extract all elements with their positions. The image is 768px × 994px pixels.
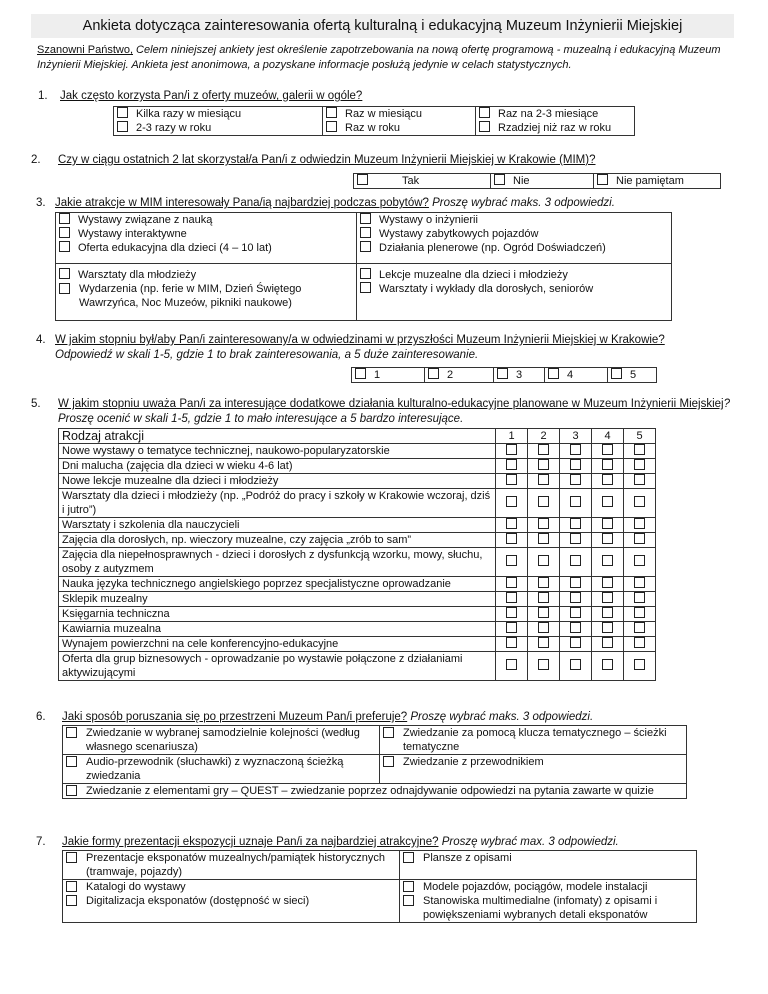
q1-number: 1. (38, 90, 48, 102)
checkbox[interactable] (602, 459, 613, 470)
q5-rating-cell[interactable] (624, 607, 656, 622)
checkbox[interactable] (494, 174, 505, 185)
q5-rating-cell[interactable] (528, 577, 560, 592)
q5-rating-cell[interactable] (624, 637, 656, 652)
checkbox[interactable] (602, 607, 613, 618)
q5-row-label: Sklepik muzealny (59, 592, 496, 607)
q5-rating-cell[interactable] (592, 637, 624, 652)
q5-scale-label: 5 (624, 429, 656, 444)
q2-text: Czy w ciągu ostatnich 2 lat skorzystał/a Pan/i z odwiedzin Muzeum Inżynierii Miejskiej w Krakowie (MIM)? (58, 154, 596, 166)
checkbox[interactable] (506, 637, 517, 648)
q5-rating-cell[interactable] (560, 607, 592, 622)
q3-question (55, 196, 615, 211)
q5-rating-cell[interactable] (592, 622, 624, 637)
q5-rating-cell[interactable] (560, 444, 592, 459)
q5-row (59, 577, 656, 592)
checkbox[interactable] (570, 577, 581, 588)
q1-option[interactable]: Kilka razy w miesiącu (117, 107, 319, 121)
q4-question (55, 333, 665, 348)
checkbox[interactable] (634, 444, 645, 455)
q5-rating-cell[interactable] (592, 518, 624, 533)
q5-rating-cell[interactable] (528, 622, 560, 637)
q1-text: Jak często korzysta Pan/i z oferty muzeów, galerii w ogóle? (60, 90, 363, 102)
q2-option[interactable]: Nie pamiętam (597, 174, 717, 188)
checkbox[interactable] (570, 496, 581, 507)
checkbox[interactable] (506, 622, 517, 633)
q5-rating-cell[interactable] (560, 622, 592, 637)
checkbox[interactable] (403, 895, 414, 906)
q7-option[interactable]: Digitalizacja eksponatów (dostępność w sieci) (66, 894, 396, 908)
checkbox[interactable] (538, 533, 549, 544)
q5-rating-cell[interactable] (528, 637, 560, 652)
checkbox[interactable] (506, 555, 517, 566)
q5-rating-cell[interactable] (624, 444, 656, 459)
q3-option[interactable]: Lekcje muzealne dla dzieci i młodzieży (360, 268, 668, 282)
q3-option[interactable]: Warsztaty i wykłady dla dorosłych, seniorów (360, 282, 668, 296)
q5-rating-cell[interactable] (592, 548, 624, 577)
checkbox[interactable] (383, 727, 394, 738)
q5-rating-cell[interactable] (496, 622, 528, 637)
q5-rating-cell[interactable] (560, 548, 592, 577)
checkbox[interactable] (602, 622, 613, 633)
q6-question (62, 710, 593, 725)
checkbox[interactable] (506, 496, 517, 507)
q5-row-label: Zajęcia dla dorosłych, np. wieczory muzealne, czy zajęcia „zrób to sam” (59, 533, 496, 548)
checkbox[interactable] (326, 107, 337, 118)
checkbox[interactable] (360, 241, 371, 252)
q6-number: 6. (36, 711, 46, 723)
q7-option[interactable]: Plansze z opisami (403, 851, 693, 865)
q5-rating-cell[interactable] (560, 637, 592, 652)
q7-option[interactable]: Prezentacje eksponatów muzealnych/pamiątek historycznych (tramwaje, pojazdy) (66, 851, 396, 879)
checkbox[interactable] (66, 756, 77, 767)
checkbox[interactable] (602, 577, 613, 588)
q3-text: Jakie atrakcje w MIM interesowały Pana/ią najbardziej podczas pobytów? (55, 197, 429, 209)
q4-scale (351, 367, 657, 383)
checkbox[interactable] (597, 174, 608, 185)
q6-options (62, 725, 687, 799)
q7-options (62, 850, 697, 923)
q5-row-label: Nowe lekcje muzealne dla dzieci i młodzieży (59, 474, 496, 489)
q5-row-label: Warsztaty dla dzieci i młodzieży (np. „Podróż do pracy i szkoły w Krakowie wczoraj, dziś i jutro”) (59, 489, 496, 518)
checkbox[interactable] (570, 518, 581, 529)
q5-scale-label: 2 (528, 429, 560, 444)
q4-scale-option[interactable]: 2 (428, 368, 490, 382)
q5-row (59, 622, 656, 637)
checkbox[interactable] (538, 459, 549, 470)
q5-rating-cell[interactable] (592, 444, 624, 459)
checkbox[interactable] (602, 518, 613, 529)
q5-rating-cell[interactable] (528, 518, 560, 533)
q5-rating-cell[interactable] (560, 652, 592, 681)
checkbox[interactable] (634, 518, 645, 529)
q4-hint: Odpowiedź w skali 1-5, gdzie 1 to brak zainteresowania, a 5 duże zainteresowanie. (55, 349, 479, 361)
checkbox[interactable] (66, 727, 77, 738)
checkbox[interactable] (548, 368, 559, 379)
checkbox[interactable] (360, 268, 371, 279)
q5-rating-cell[interactable] (496, 518, 528, 533)
q6-option[interactable]: Zwiedzanie z elementami gry – QUEST – zwiedzanie poprzez odnajdywanie odpowiedzi na pytania zawarte w quizie (66, 784, 683, 798)
q5-row-label: Warsztaty i szkolenia dla nauczycieli (59, 518, 496, 533)
q5-rating-cell[interactable] (496, 459, 528, 474)
q7-option[interactable]: Stanowiska multimedialne (infomaty) z opisami i powiększeniami wybranych detali eksponatów (403, 894, 693, 922)
q3-option[interactable]: Wystawy związane z nauką (59, 213, 353, 227)
checkbox[interactable] (360, 227, 371, 238)
checkbox[interactable] (506, 659, 517, 670)
q5-row (59, 444, 656, 459)
q5-row (59, 533, 656, 548)
q5-row-label: Oferta dla grup biznesowych - oprowadzanie po wystawie połączone z działaniami aktywizującymi (59, 652, 496, 681)
q5-rating-cell[interactable] (496, 444, 528, 459)
q5-rating-cell[interactable] (496, 637, 528, 652)
q5-rating-cell[interactable] (560, 474, 592, 489)
checkbox[interactable] (403, 881, 414, 892)
checkbox[interactable] (59, 268, 70, 279)
checkbox[interactable] (357, 174, 368, 185)
q5-header-label: Rodzaj atrakcji (59, 429, 496, 444)
checkbox[interactable] (479, 107, 490, 118)
checkbox[interactable] (117, 107, 128, 118)
q6-option[interactable]: Audio-przewodnik (słuchawki) z wyznaczoną ścieżką zwiedzania (66, 755, 376, 783)
q5-rating-cell[interactable] (624, 518, 656, 533)
q5-text: W jakim stopniu uważa Pan/i za interesujące dodatkowe działania kulturalno-edukacyjne planowane w Muzeum Inżynierii Miejskiej (58, 398, 724, 410)
q7-option[interactable]: Modele pojazdów, pociągów, modele instalacji (403, 880, 693, 894)
q2-question (58, 153, 596, 168)
q5-rating-cell[interactable] (496, 592, 528, 607)
checkbox[interactable] (570, 592, 581, 603)
checkbox[interactable] (634, 659, 645, 670)
checkbox[interactable] (59, 213, 70, 224)
q5-row (59, 474, 656, 489)
checkbox[interactable] (634, 555, 645, 566)
q3-options (55, 212, 672, 321)
q4-scale-option[interactable]: 3 (497, 368, 541, 382)
q5-rating-cell[interactable] (528, 607, 560, 622)
q5-rating-cell[interactable] (592, 607, 624, 622)
q5-rating-cell[interactable] (592, 533, 624, 548)
q5-number: 5. (31, 398, 41, 410)
q5-rating-cell[interactable] (528, 592, 560, 607)
q5-rating-cell[interactable] (528, 652, 560, 681)
checkbox[interactable] (634, 474, 645, 485)
checkbox[interactable] (602, 555, 613, 566)
q7-question (62, 835, 619, 850)
q3-option[interactable]: Wydarzenia (np. ferie w MIM, Dzień Świętego Wawrzyńca, Noc Muzeów, pikniki naukowe) (59, 282, 353, 310)
checkbox[interactable] (538, 555, 549, 566)
checkbox[interactable] (538, 637, 549, 648)
q5-rating-cell[interactable] (496, 533, 528, 548)
checkbox[interactable] (570, 555, 581, 566)
q5-rating-cell[interactable] (624, 533, 656, 548)
q5-row-label: Nauka języka technicznego angielskiego poprzez specjalistyczne oprowadzanie (59, 577, 496, 592)
q5-rating-cell[interactable] (528, 489, 560, 518)
q5-rating-cell[interactable] (496, 548, 528, 577)
checkbox[interactable] (506, 592, 517, 603)
q5-row (59, 489, 656, 518)
q3-option[interactable]: Wystawy o inżynierii (360, 213, 668, 227)
checkbox[interactable] (538, 518, 549, 529)
q1-option[interactable]: Rzadziej niż raz w roku (479, 121, 631, 135)
q5-row (59, 518, 656, 533)
q5-rating-cell[interactable] (624, 652, 656, 681)
q3-option[interactable]: Warsztaty dla młodzieży (59, 268, 353, 282)
q5-header-row (59, 429, 656, 444)
checkbox[interactable] (602, 637, 613, 648)
q5-rating-cell[interactable] (624, 474, 656, 489)
checkbox[interactable] (506, 444, 517, 455)
checkbox[interactable] (602, 444, 613, 455)
q5-row-label: Księgarnia techniczna (59, 607, 496, 622)
checkbox[interactable] (634, 577, 645, 588)
q7-hint: Proszę wybrać max. 3 odpowiedzi. (438, 836, 619, 848)
checkbox[interactable] (506, 474, 517, 485)
q5-rating-cell[interactable] (624, 577, 656, 592)
checkbox[interactable] (59, 227, 70, 238)
q5-row-label: Zajęcia dla niepełnosprawnych - dzieci i dorosłych z dysfunkcją wzorku, mowy, słuchu, osoby z autyzmem (59, 548, 496, 577)
q5-scale-label: 3 (560, 429, 592, 444)
q5-rating-cell[interactable] (496, 474, 528, 489)
checkbox[interactable] (497, 368, 508, 379)
q7-option[interactable]: Katalogi do wystawy (66, 880, 396, 894)
q3-option[interactable]: Działania plenerowe (np. Ogród Doświadczeń) (360, 241, 668, 255)
checkbox[interactable] (538, 474, 549, 485)
checkbox[interactable] (479, 121, 490, 132)
checkbox[interactable] (59, 283, 70, 294)
checkbox[interactable] (602, 533, 613, 544)
q5-rating-cell[interactable] (560, 459, 592, 474)
checkbox[interactable] (66, 785, 77, 796)
q5-rating-cell[interactable] (592, 577, 624, 592)
intro-lead: Szanowni Państwo, (37, 44, 133, 56)
checkbox[interactable] (634, 459, 645, 470)
q5-rating-cell[interactable] (592, 474, 624, 489)
q4-scale-option[interactable]: 4 (548, 368, 604, 382)
q5-rating-cell[interactable] (624, 592, 656, 607)
q1-question (60, 89, 362, 104)
q7-text: Jakie formy prezentacji ekspozycji uznaje Pan/i za najbardziej atrakcyjne? (62, 836, 439, 848)
q5-rating-cell[interactable] (560, 489, 592, 518)
intro-text: Celem niniejszej ankiety jest określenie zapotrzebowania na nową ofertę programową - muzealną i edukacyjną Muzeum Inżynierii Miejskiej. Ankieta jest anonimowa, a pozyskane informacje posłużą jedynie w celach statystycznych. (37, 44, 721, 71)
checkbox[interactable] (570, 637, 581, 648)
checkbox[interactable] (59, 241, 70, 252)
checkbox[interactable] (634, 622, 645, 633)
checkbox[interactable] (506, 577, 517, 588)
q5-row (59, 548, 656, 577)
checkbox[interactable] (602, 592, 613, 603)
checkbox[interactable] (570, 622, 581, 633)
q5-rating-cell[interactable] (496, 577, 528, 592)
checkbox[interactable] (360, 282, 371, 293)
q1-options (113, 106, 635, 136)
checkbox[interactable] (66, 852, 77, 863)
q5-rating-cell[interactable] (528, 444, 560, 459)
checkbox[interactable] (634, 592, 645, 603)
q5-rating-cell[interactable] (560, 518, 592, 533)
q5-row-label: Dni malucha (zajęcia dla dzieci w wieku 4-6 lat) (59, 459, 496, 474)
checkbox[interactable] (570, 459, 581, 470)
q1-option[interactable]: Raz w miesiącu (326, 107, 472, 121)
q1-option[interactable]: 2-3 razy w roku (117, 121, 319, 135)
checkbox[interactable] (602, 659, 613, 670)
checkbox[interactable] (602, 496, 613, 507)
checkbox[interactable] (538, 496, 549, 507)
checkbox[interactable] (506, 518, 517, 529)
checkbox[interactable] (570, 659, 581, 670)
q3-option[interactable]: Wystawy zabytkowych pojazdów (360, 227, 668, 241)
q5-row-label: Nowe wystawy o tematyce technicznej, naukowo-popularyzatorskie (59, 444, 496, 459)
q5-row-label: Wynajem powierzchni na cele konferencyjno-edukacyjne (59, 637, 496, 652)
q5-rating-cell[interactable] (528, 533, 560, 548)
checkbox[interactable] (506, 459, 517, 470)
q5-rating-table (58, 428, 656, 681)
q6-option[interactable]: Zwiedzanie za pomocą klucza tematycznego – ścieżki tematyczne (383, 726, 683, 754)
survey-title: Ankieta dotycząca zainteresowania ofertą kulturalną i edukacyjną Muzeum Inżynierii Miejskiej (31, 14, 734, 38)
checkbox[interactable] (634, 637, 645, 648)
checkbox[interactable] (383, 756, 394, 767)
q5-row (59, 459, 656, 474)
q2-number: 2. (31, 154, 41, 166)
q5-rating-cell[interactable] (592, 652, 624, 681)
q4-text: W jakim stopniu był/aby Pan/i zainteresowany/a w odwiedzinami w przyszłości Muzeum Inżynierii Miejskiej w Krakowie? (55, 334, 665, 346)
q3-number: 3. (36, 197, 46, 209)
q6-option[interactable]: Zwiedzanie z przewodnikiem (383, 755, 683, 769)
q4-number: 4. (36, 334, 46, 346)
q5-rating-cell[interactable] (624, 622, 656, 637)
q5-rating-cell[interactable] (560, 577, 592, 592)
q6-text: Jaki sposób poruszania się po przestrzeni Muzeum Pan/i preferuje? (62, 711, 408, 723)
checkbox[interactable] (538, 607, 549, 618)
q5-rating-cell[interactable] (528, 548, 560, 577)
q4-scale-option[interactable]: 1 (355, 368, 421, 382)
q5-rating-cell[interactable] (624, 489, 656, 518)
q3-hint: Proszę wybrać maks. 3 odpowiedzi. (428, 197, 615, 209)
q5-rating-cell[interactable] (528, 474, 560, 489)
checkbox[interactable] (570, 444, 581, 455)
checkbox[interactable] (634, 533, 645, 544)
intro (37, 43, 737, 73)
q5-row (59, 652, 656, 681)
q2-option[interactable]: Nie (494, 174, 590, 188)
checkbox[interactable] (360, 213, 371, 224)
q5-rating-cell[interactable] (528, 459, 560, 474)
checkbox[interactable] (403, 852, 414, 863)
q5-rating-cell[interactable] (560, 533, 592, 548)
checkbox[interactable] (506, 533, 517, 544)
checkbox[interactable] (634, 496, 645, 507)
checkbox[interactable] (66, 895, 77, 906)
checkbox[interactable] (611, 368, 622, 379)
q6-option[interactable]: Zwiedzanie w wybranej samodzielnie kolejności (według własnego scenariusza) (66, 726, 376, 754)
checkbox[interactable] (602, 474, 613, 485)
checkbox[interactable] (506, 607, 517, 618)
checkbox[interactable] (570, 607, 581, 618)
checkbox[interactable] (570, 474, 581, 485)
q5-rating-cell[interactable] (496, 489, 528, 518)
checkbox[interactable] (117, 121, 128, 132)
checkbox[interactable] (326, 121, 337, 132)
checkbox[interactable] (570, 533, 581, 544)
q1-option[interactable]: Raz na 2-3 miesiące (479, 107, 631, 121)
q5-question (58, 397, 730, 427)
checkbox[interactable] (538, 444, 549, 455)
checkbox[interactable] (66, 881, 77, 892)
checkbox[interactable] (355, 368, 366, 379)
q6-hint: Proszę wybrać maks. 3 odpowiedzi. (407, 711, 594, 723)
q4-scale-option[interactable]: 5 (611, 368, 653, 382)
q5-rating-cell[interactable] (592, 489, 624, 518)
q5-row (59, 607, 656, 622)
q3-option[interactable]: Oferta edukacyjna dla dzieci (4 – 10 lat) (59, 241, 353, 255)
q5-rating-cell[interactable] (624, 548, 656, 577)
checkbox[interactable] (538, 577, 549, 588)
q5-hint: ? Proszę ocenić w skali 1-5, gdzie 1 to mało interesujące a 5 bardzo interesujące. (58, 398, 730, 425)
q5-rating-cell[interactable] (560, 592, 592, 607)
q2-option[interactable]: Tak (357, 174, 487, 188)
q5-scale-label: 4 (592, 429, 624, 444)
q5-rating-cell[interactable] (496, 652, 528, 681)
checkbox[interactable] (538, 659, 549, 670)
checkbox[interactable] (634, 607, 645, 618)
q1-option[interactable]: Raz w roku (326, 121, 472, 135)
checkbox[interactable] (538, 622, 549, 633)
checkbox[interactable] (538, 592, 549, 603)
checkbox[interactable] (428, 368, 439, 379)
q5-rating-cell[interactable] (592, 592, 624, 607)
q7-number: 7. (36, 836, 46, 848)
q5-rating-cell[interactable] (496, 607, 528, 622)
q5-scale-label: 1 (496, 429, 528, 444)
q5-row (59, 592, 656, 607)
q2-options (353, 173, 721, 189)
q5-row-label: Kawiarnia muzealna (59, 622, 496, 637)
q5-row (59, 637, 656, 652)
q5-rating-cell[interactable] (592, 459, 624, 474)
q5-rating-cell[interactable] (624, 459, 656, 474)
q3-option[interactable]: Wystawy interaktywne (59, 227, 353, 241)
